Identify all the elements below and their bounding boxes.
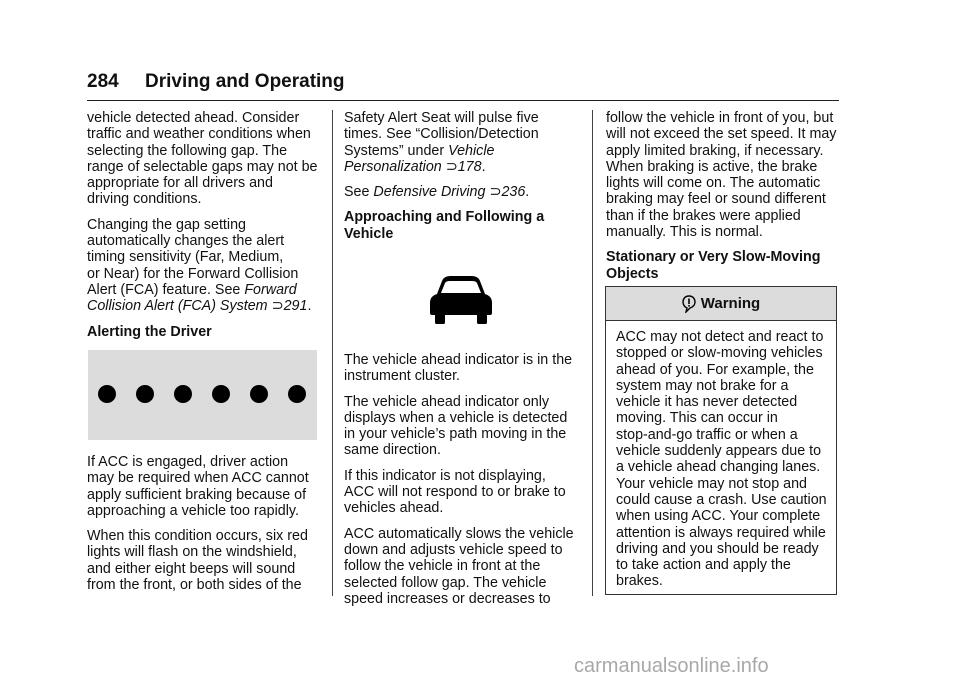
text-line: traffic and weather conditions when xyxy=(87,126,311,143)
text-line: timing sensitivity (Far, Medium, xyxy=(87,249,284,266)
text-line: manually. This is normal. xyxy=(606,224,763,241)
paragraph xyxy=(344,110,580,175)
text-line: will not exceed the set speed. It may xyxy=(606,126,837,143)
warning-text-line: Your vehicle may not stop and xyxy=(616,475,808,492)
cross-reference-link[interactable]: Defensive Driving xyxy=(373,184,486,201)
text-line: The vehicle ahead indicator is in the xyxy=(344,352,573,368)
page-ref-icon: ⊃ xyxy=(271,298,284,315)
warning-text-line: vehicle it has never detected xyxy=(616,394,798,411)
text-line: driving conditions. xyxy=(87,191,202,208)
cross-reference-link[interactable]: Forward xyxy=(244,281,297,298)
text-line: same direction. xyxy=(344,442,441,459)
warning-text-line: attention is always required while xyxy=(616,524,826,541)
text-line: Personalization ⊃178. xyxy=(344,158,486,175)
vehicle-ahead-icon xyxy=(428,275,494,325)
text-line: vehicles ahead. xyxy=(344,500,444,517)
text-line: automatically changes the alert xyxy=(87,233,285,250)
column-2-lower xyxy=(344,352,580,616)
text-line: Approaching and Following a xyxy=(344,209,545,226)
text-line: in your vehicle’s path moving in the xyxy=(344,426,567,443)
text-line: apply limited braking, if necessary. xyxy=(606,142,824,159)
text-line: Objects xyxy=(606,265,659,282)
cross-reference-link[interactable]: Vehicle xyxy=(448,142,495,159)
text-line xyxy=(87,282,322,298)
header-rule xyxy=(87,100,839,101)
paragraph xyxy=(344,526,580,607)
warning-text-line: moving. This can occur in xyxy=(616,410,778,427)
text-span: See xyxy=(344,184,374,201)
text-line: approaching a vehicle too rapidly. xyxy=(87,502,299,519)
page-ref-number[interactable]: 236 xyxy=(501,184,526,201)
cross-reference-link[interactable]: Personalization xyxy=(344,158,442,175)
page-number: 284 xyxy=(87,71,119,92)
alert-light-dot xyxy=(288,385,306,403)
warning-text-line: to take action and apply the xyxy=(616,557,791,574)
warning-text-line: ACC may not detect and react to xyxy=(616,329,824,345)
warning-title: Warning xyxy=(700,295,761,312)
text-line: displays when a vehicle is detected xyxy=(344,409,568,426)
text-line: times. See “Collision/Detection xyxy=(344,126,539,143)
page-ref-number[interactable]: 178 xyxy=(457,158,482,175)
warning-text-line: system may not brake for a xyxy=(616,377,789,394)
text-line: lights will flash on the windshield, xyxy=(87,544,297,561)
text-line: follow the vehicle in front of you, but xyxy=(606,110,834,126)
warning-text-line: stop-and-go traffic or when a xyxy=(616,426,798,443)
page-header xyxy=(87,71,839,101)
text-line xyxy=(344,143,580,159)
warning-box xyxy=(605,286,837,595)
text-line: or Near) for the Forward Collision xyxy=(87,265,299,282)
text-line: appropriate for all drivers and xyxy=(87,175,273,192)
text-line: instrument cluster. xyxy=(344,368,461,385)
text-line: apply sufficient braking because of xyxy=(87,486,307,503)
column-divider xyxy=(592,110,593,596)
text-line: ACC will not respond to or brake to xyxy=(344,484,566,501)
text-line: range of selectable gaps may not be xyxy=(87,158,318,175)
text-line: ACC automatically slows the vehicle xyxy=(344,525,574,542)
text-line: Changing the gap setting xyxy=(87,216,246,233)
alert-light-dot xyxy=(250,385,268,403)
subheading xyxy=(606,249,838,282)
column-1-lower xyxy=(87,454,322,602)
alert-lights-illustration xyxy=(88,350,317,440)
paragraph xyxy=(344,184,580,200)
alert-light-dot xyxy=(212,385,230,403)
text-line: may be required when ACC cannot xyxy=(87,470,309,487)
text-line: follow the vehicle in front at the xyxy=(344,558,541,575)
text-line: If ACC is engaged, driver action xyxy=(87,454,289,470)
column-3 xyxy=(606,110,838,291)
warning-text-line: vehicle suddenly appears due to xyxy=(616,443,822,460)
text-line: Safety Alert Seat will pulse five xyxy=(344,110,539,126)
column-divider xyxy=(332,110,333,596)
warning-icon xyxy=(682,295,696,313)
alert-light-dot xyxy=(136,385,154,403)
text-line: from the front, or both sides of the xyxy=(87,577,302,594)
text-span: Systems” under xyxy=(344,142,449,159)
paragraph xyxy=(344,394,580,459)
text-line: selected follow gap. The vehicle xyxy=(344,574,547,591)
warning-text-line: could cause a crash. Use caution xyxy=(616,491,827,508)
text-span: Alert (FCA) feature. See xyxy=(87,281,245,298)
text-line: Stationary or Very Slow-Moving xyxy=(606,249,821,266)
paragraph xyxy=(344,352,580,385)
warning-header xyxy=(606,287,836,321)
paragraph xyxy=(344,468,580,517)
page-ref-icon: ⊃ xyxy=(445,158,458,175)
text-line: Collision Alert (FCA) System ⊃291. xyxy=(87,298,312,315)
text-line: speed increases or decreases to xyxy=(344,590,551,607)
text-line: down and adjusts vehicle speed to xyxy=(344,541,563,558)
alert-light-dot xyxy=(98,385,116,403)
column-2 xyxy=(344,110,580,251)
warning-text-line: brakes. xyxy=(616,573,663,590)
paragraph xyxy=(87,454,322,519)
subheading: Alerting the Driver xyxy=(87,323,212,340)
text-line: The vehicle ahead indicator only xyxy=(344,393,550,410)
text-line: lights will come on. The automatic xyxy=(606,175,821,192)
text-line: See Defensive Driving ⊃236. xyxy=(344,184,530,201)
paragraph xyxy=(87,110,322,208)
alert-light-dot xyxy=(174,385,192,403)
subheading xyxy=(344,209,580,242)
paragraph xyxy=(87,217,322,315)
warning-text-line: when using ACC. Your complete xyxy=(616,508,821,525)
text-line: selecting the following gap. The xyxy=(87,142,288,159)
warning-text-line: a vehicle ahead changing lanes. xyxy=(616,459,821,476)
section-title: Driving and Operating xyxy=(145,71,345,92)
column-1 xyxy=(87,110,322,349)
warning-text-line: stopped or slow-moving vehicles xyxy=(616,345,823,362)
page-ref-icon: ⊃ xyxy=(489,184,502,201)
text-line: braking may feel or sound different xyxy=(606,191,826,208)
warning-body xyxy=(606,321,836,590)
text-line: Vehicle xyxy=(344,225,394,242)
text-line: When braking is active, the brake xyxy=(606,158,818,175)
paragraph xyxy=(606,110,838,240)
text-line: than if the brakes were applied xyxy=(606,207,801,224)
page-ref-number[interactable]: 291 xyxy=(283,298,308,315)
warning-text-line: ahead of you. For example, the xyxy=(616,361,814,378)
text-line: When this condition occurs, six red xyxy=(87,528,308,545)
watermark: carmanualsonline.info xyxy=(574,655,769,677)
text-line: and either eight beeps will sound xyxy=(87,560,296,577)
cross-reference-link[interactable]: Collision Alert (FCA) System xyxy=(87,298,268,315)
text-line: If this indicator is not displaying, xyxy=(344,467,546,484)
paragraph xyxy=(87,528,322,593)
warning-text-line: driving and you should be ready xyxy=(616,540,819,557)
text-line: vehicle detected ahead. Consider xyxy=(87,110,300,126)
